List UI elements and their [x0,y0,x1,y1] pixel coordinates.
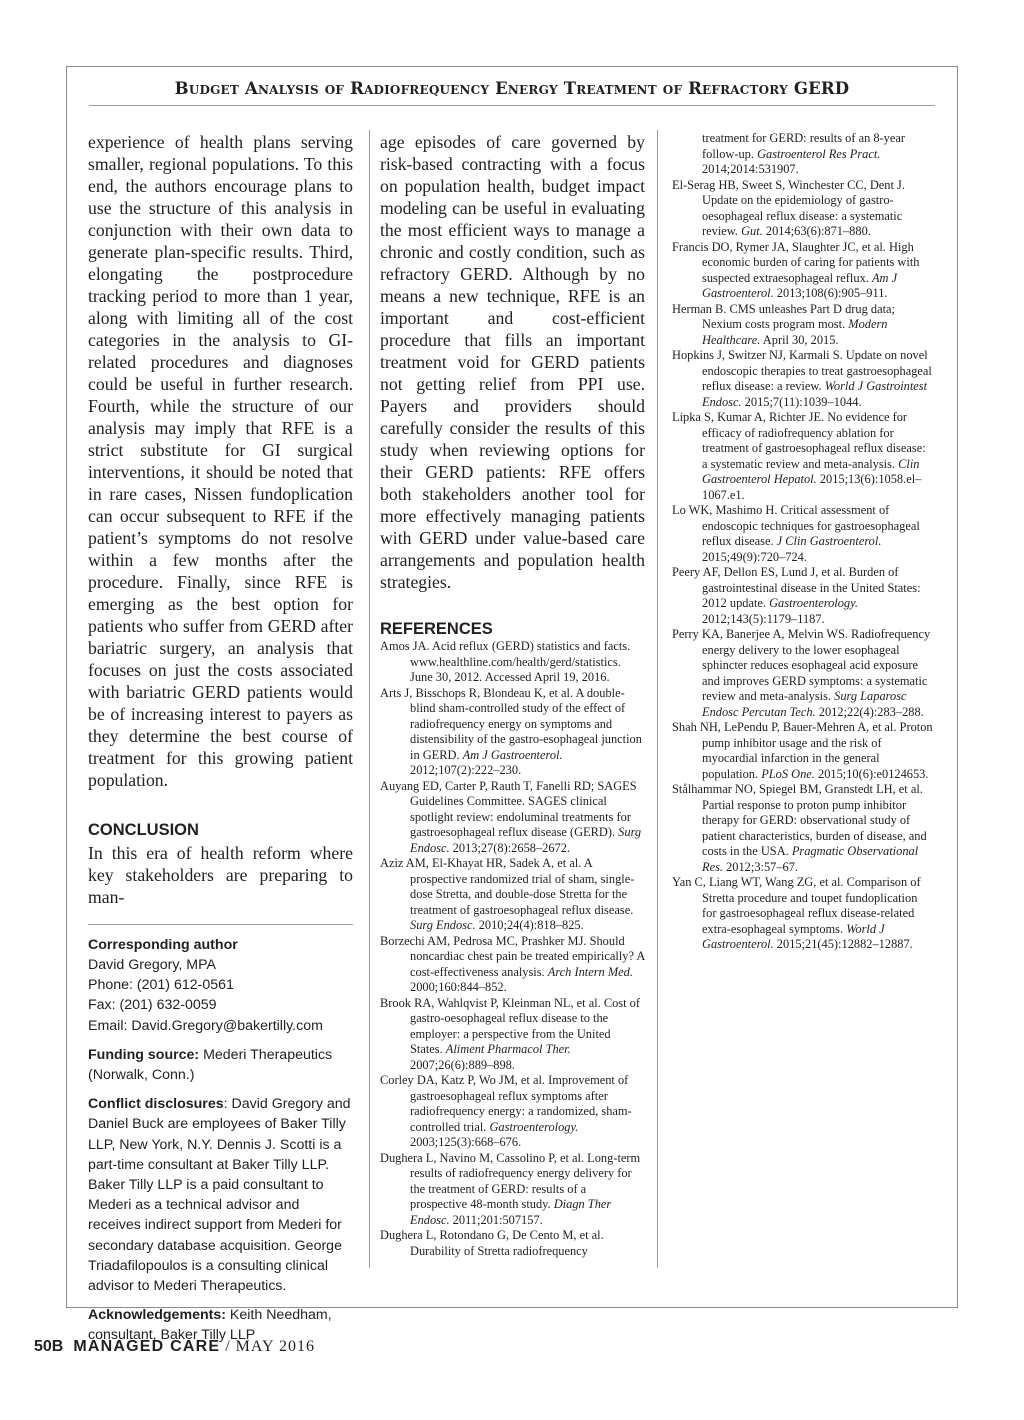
reference-journal: Diagn Ther Endosc. [410,1197,612,1227]
reference-text: Shah NH, LePendu P, Bauer-Mehren A, et al. Proton pump inhibitor usage and the risk of myocardial infarction in the general population. [672,720,933,781]
column-rule-2 [657,130,658,1268]
reference-journal: Aliment Pharmacol Ther. [445,1042,571,1056]
sidebar-rule [88,924,353,925]
funding-text: Mederi Therapeutics (Norwalk, Conn.) [88,1046,333,1084]
reference-text: Brook RA, Wahlqvist P, Kleinman NL, et al. Cost of gastro-oesophageal reflux disease to the employer: a perspective from the United States. [380,995,640,1056]
reference-tail: 2000;160:844–852. [410,980,507,994]
page-number: 50B [34,1338,64,1355]
reference-journal: J Clin Gastroenterol. [776,534,882,548]
reference-journal: Gastroenterology. [489,1119,579,1134]
column-3 [672,131,934,953]
reference-journal: Gastroenterology. [769,596,859,610]
reference-text: Auyang ED, Carter P, Rauth T, Fanelli RD; SAGES Guidelines Committee. SAGES clinical spotlight review: endoluminal treatments for gastroesophageal reflux disease (GERD). [380,778,637,839]
reference-journal: World J Gastrointest Endosc. [702,379,928,409]
reference-item [380,779,645,857]
acknowledgements-text: Keith Needham, consultant, Baker Tilly LLP [88,1307,332,1344]
reference-item [380,1073,645,1151]
issue-date: / MAY 2016 [220,1338,315,1355]
author-phone: Phone: (201) 612-0561 [88,977,234,994]
author-fax: Fax: (201) 632-0059 [88,997,217,1014]
column-rule-1 [369,130,370,1268]
reference-tail: 2015;7(11):1039–1044. [741,394,862,409]
reference-tail: 2015;10(6):e0124653. [814,766,929,781]
reference-journal: Modern Healthcare. [702,317,888,347]
reference-tail: 2013;108(6):905–911. [773,286,888,300]
conflict-label: Conflict disclosures [88,1096,224,1113]
reference-tail: 2003;125(3):668–676. [410,1135,522,1149]
conclusion-paragraph: In this era of health reform where key stakeholders are preparing to man- [88,843,353,907]
reference-item [672,875,934,953]
reference-journal: Surg Laparosc Endosc Percutan Tech. [702,689,907,719]
reference-journal: Clin Gastroenterol Hepatol. [702,456,920,486]
reference-item [672,240,934,302]
funding-label: Funding source: [88,1046,200,1063]
reference-item [672,565,934,627]
reference-text: Stålhammar NO, Spiegel BM, Granstedt LH, et al. Partial response to proton pump inhibitor therapy for GERD: observational study of patient characteristics, burden of disease, and costs in the USA. [672,782,927,858]
reference-tail: 2011;201:507157. [449,1212,543,1227]
conclusion-heading: CONCLUSION [88,821,199,839]
reference-journal: Surg Endosc. [410,825,642,855]
body-paragraph: experience of health plans serving smaller, regional populations. To this end, the authors encourage plans to use the structure of this analysis in conjunction with their own data to generate plan-specific results. Third, elongating the postprocedure tracking period to more than 1 year, along with limiting all of the cost categories in the analysis to GI-related procedures and diagnoses could be useful in further research. Fourth, while the structure of our analysis may imply that RFE is a strict substitute for GI surgical interventions, it should be noted that in rare cases, Nissen fundoplication can occur subsequent to RFE if the patient’s symptoms do not resolve within a few months after the procedure. Finally, since RFE is emerging as the best option for patients who suffer from GERD after bariatric surgery, an analysis that focuses on just the costs associated with bariatric GERD patients would be of increasing interest to payers as they determine the best course of treatment for this growing patient population. [88,132,353,790]
reference-text: Peery AF, Dellon ES, Lund J, et al. Burden of gastrointestinal disease in the United States: 2012 update. [672,565,921,610]
reference-tail: 2012;22(4):283–288. [815,704,924,719]
reference-continuation [672,131,934,178]
reference-text: Herman B. CMS unleashes Part D drug data; Nexium costs program most. [672,301,895,331]
reference-tail: 2012;107(2):222–230. [410,763,522,777]
reference-list [672,178,934,953]
reference-item [672,348,934,410]
info-sidebar [88,935,353,1346]
reference-item [380,686,645,779]
reference-journal: Am J Gastroenterol. [702,270,898,300]
reference-text: Aziz AM, El-Khayat HR, Sadek A, et al. A prospective randomized trial of sham, single-dose Stretta, and double-dose Stretta for the treatment of gastroesophageal reflux disease. [380,856,635,917]
column-2 [380,131,645,1259]
magazine-title: MANAGED CARE [73,1338,221,1355]
reference-text: Arts J, Bisschops R, Blondeau K, et al. A double-blind sham-controlled study of the effect of radiofrequency energy on symptoms and distensibility of the gastro-esophageal junction in GERD. [380,685,642,762]
reference-text: Hopkins J, Switzer NJ, Karmali S. Update on novel endoscopic therapies to treat gastroesophageal reflux disease: a review. [672,348,932,393]
reference-journal: Pragmatic Observational Res. [702,844,919,874]
reference-journal: PLoS One. [761,766,815,781]
header-rule [89,105,935,106]
reference-journal: Gut. [741,224,763,238]
reference-text: Dughera L, Navino M, Cassolino P, et al. Long-term results of radiofrequency energy delivery for the treatment of GERD: results of a prospective 48-month study. [380,1150,641,1211]
reference-tail: 2010;24(4):818–825. [475,918,584,932]
reference-journal: Arch Intern Med. [547,964,633,979]
reference-tail: 2014;63(6):871–880. [762,224,871,238]
reference-tail: 2015;21(45):12882–12887. [773,937,913,951]
conclusion-continued: age episodes of care governed by risk-based contracting with a focus on population health, budget impact modeling can be useful in evaluating the most efficient ways to manage a chronic and costly condition, such as refractory GERD. Although by no means a new technique, RFE is an important and cost-efficient procedure that fills an important treatment void for GERD patients not getting relief from PPI use. Payers and providers should carefully consider the results of this study when reviewing options for their GERD patients: RFE offers both stakeholders another tool for more effectively managing patients with GERD under value-based care arrangements and population health strategies. [380,132,645,592]
reference-list [380,639,645,1259]
reference-text: El-Serag HB, Sweet S, Winchester CC, Dent J. Update on the epidemiology of gastro-oesophageal reflux disease: a systematic review. [672,177,905,238]
reference-tail: 2007;26(6):889–898. [410,1057,515,1072]
reference-item [380,996,645,1074]
reference-tail: 2014;2014:531907. [702,162,799,176]
reference-item [672,627,934,720]
reference-text: Amos JA. Acid reflux (GERD) statistics and facts. www.healthline.com/health/gerd/statistics. June 30, 2012. Accessed April 19, 2016. [380,639,631,684]
conflict-text: : David Gregory and Daniel Buck are employees of Baker Tilly LLP, New York, N.Y. Dennis J. Scotti is a part-time consultant at Baker Tilly LLP. Baker Tilly LLP is a paid consultant to Mederi as a technical advisor and receives indirect support from Mederi for secondary database acquisition. George Triadafilopoulos is a consulting clinical advisor to Mederi Therapeutics. [88,1096,351,1295]
reference-item [380,856,645,934]
reference-item [380,1151,645,1229]
conflict-disclosures [88,1094,353,1296]
reference-item [672,302,934,349]
reference-tail: April 30, 2015. [760,332,839,347]
reference-text: Lipka S, Kumar A, Richter JE. No evidence for efficacy of radiofrequency ablation for treatment of gastroesophageal reflux disease: a systematic review and meta-analysis. [672,410,926,471]
author-email[interactable]: Email: David.Gregory@bakertilly.com [88,1017,323,1034]
reference-tail: 2013;27(8):2658–2672. [449,840,571,855]
reference-journal: Gastroenterol Res Pract. [757,146,881,161]
corresponding-author-label: Corresponding author [88,937,238,953]
reference-tail: 2012;143(5):1179–1187. [702,611,825,626]
reference-text: treatment for GERD: results of an 8-year follow-up. [702,131,905,161]
reference-tail: 2015;49(9):720–724. [702,549,807,564]
reference-tail: 2012;3:57–67. [723,859,799,874]
reference-item [380,1228,645,1259]
reference-text: Dughera L, Rotondano G, De Cento M, et al. Durability of Stretta radiofrequency [380,1228,604,1258]
reference-text: Corley DA, Katz P, Wo JM, et al. Improvement of gastroesophageal reflux symptoms after radiofrequency energy: a randomized, sham-controlled trial. [380,1073,632,1134]
reference-text: Francis DO, Rymer JA, Slaughter JC, et al. High economic burden of caring for patients with suspected extraesophageal reflux. [672,239,920,285]
reference-text: Yan C, Liang WT, Wang ZG, et al. Comparison of Stretta procedure and toupet fundoplication for gastroesophageal reflux disease-related extra-esophageal symptoms. [672,875,921,936]
reference-journal: World J Gastroenterol. [702,921,885,951]
reference-item [380,639,645,686]
column-1 [88,131,353,1346]
funding-source [88,1045,353,1085]
reference-item [672,178,934,240]
reference-item [672,410,934,503]
reference-item [380,934,645,996]
running-head: Budget Analysis of Radiofrequency Energy Treatment of Refractory GERD [174,79,850,98]
acknowledgements-label: Acknowledgements: [88,1307,226,1324]
reference-item [672,720,934,782]
reference-journal: Am J Gastroenterol. [462,747,563,762]
references-heading: REFERENCES [380,620,493,638]
page-footer [34,1338,315,1356]
reference-journal: Surg Endosc. [410,918,476,932]
reference-tail: 2015;13(6):1058.el–1067.e1. [702,472,922,502]
reference-text: Perry KA, Banerjee A, Melvin WS. Radiofrequency energy delivery to the lower esophageal sphincter reduces esophageal acid exposure and improves GERD symptoms: a systematic review and meta-analysis. [672,627,931,703]
reference-item [672,782,934,875]
reference-item [672,503,934,565]
reference-text: Lo WK, Mashimo H. Critical assessment of endoscopic techniques for gastroesophageal reflux disease. [672,503,920,548]
reference-text: Borzechi AM, Pedrosa MC, Prashker MJ. Should noncardiac chest pain be treated empirically? A cost-effectiveness analysis. [380,933,645,979]
author-name: David Gregory, MPA [88,957,216,973]
